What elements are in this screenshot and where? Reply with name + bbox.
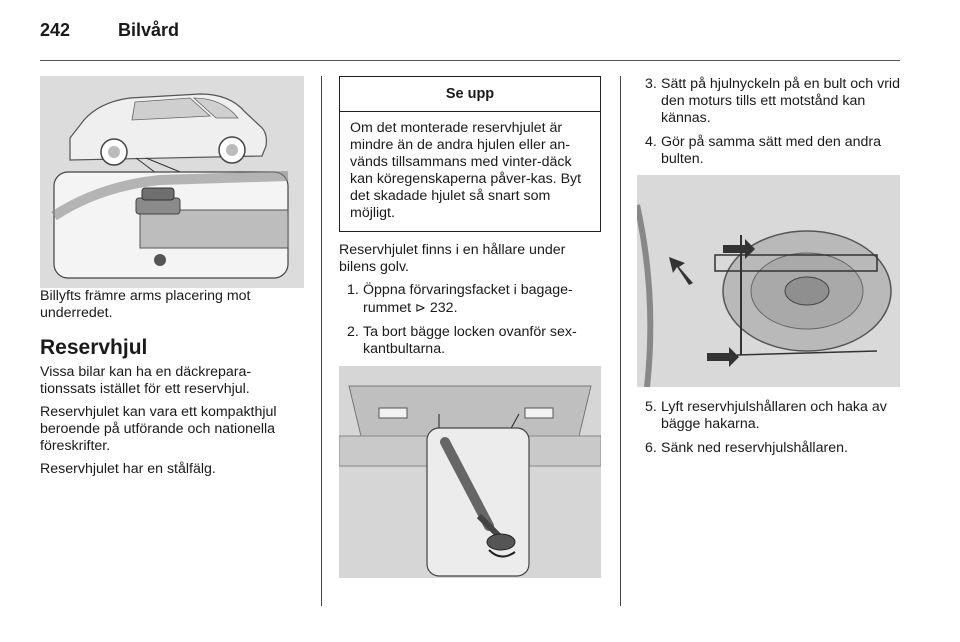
page-header [0,0,960,62]
step-item [637,134,900,168]
figure-car-lift [40,76,304,288]
step-number: 3. [645,76,657,92]
figure-caption: Billyfts främre arms placering mot underredet. [40,288,251,321]
step-number: 2. [347,324,359,340]
step-number: 5. [645,399,657,415]
step-item [637,399,900,433]
warning-body: Om det monterade reservhjulet är mindre än de andra hjulen eller an-vänds tillsammans med vinter-däck kan köregenskaperna påver-kas. Byt det skadade hjulet så snart som möjligt. [350,120,582,221]
column-divider-2 [620,76,621,606]
column-3 [637,76,900,464]
step-text: Ta bort bägge locken ovanför sex-kantbultarna. [363,324,577,357]
section-title: Reservhjul [40,336,148,359]
step-number: 4. [645,134,657,150]
header-rule [40,60,900,61]
figure-trunk-covers [339,366,601,578]
column-2 [339,76,601,578]
page-number: 242 [40,20,71,40]
step-text: Sänk ned reservhjulshållaren. [661,440,848,456]
step-item [339,324,601,358]
step-item [637,440,900,457]
page-reference: 232. [429,300,458,316]
car-lift-illustration [40,76,304,288]
step-text: Öppna förvaringsfacket i bagage-rummet [363,282,573,316]
figure-spare-wheel-holder [637,175,900,387]
steps-list-1 [339,282,601,358]
column-1 [40,76,304,484]
paragraph-2: Reservhjulet kan vara ett kompakthjul beroende på utförande och nationella föreskrifter. [40,404,277,454]
steps-list-3 [637,399,900,457]
step-text: Lyft reservhjulshållaren och haka av bägge hakarna. [661,399,887,432]
intro-paragraph: Reservhjulet finns i en hållare under bilens golv. [339,242,566,275]
chapter-title: Bilvård [118,20,180,40]
warning-box [339,76,601,232]
step-text: Sätt på hjulnyckeln på en bult och vrid den moturs tills ett motstånd kan kännas. [661,76,900,126]
step-item [637,76,900,127]
column-divider-1 [321,76,322,606]
step-number: 6. [645,440,657,456]
step-item [339,282,601,317]
step-number: 1. [347,282,359,298]
spare-wheel-illustration [637,175,900,387]
paragraph-3: Reservhjulet har en stålfälg. [40,461,216,477]
step-text: Gör på samma sätt med den andra bulten. [661,134,882,167]
trunk-covers-illustration [339,366,601,578]
steps-list-2 [637,76,900,168]
paragraph-1: Vissa bilar kan ha en däckrepara-tionssats istället för ett reservhjul. [40,364,252,397]
warning-title: Se upp [340,77,600,112]
page-reference-icon: ⊳ [415,300,426,315]
